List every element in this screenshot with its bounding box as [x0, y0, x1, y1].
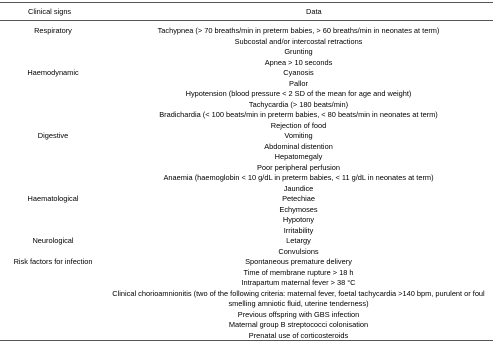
clinical-sign-label: Risk factors for infection	[13, 257, 93, 266]
data-line: Petechiae	[282, 194, 315, 203]
data-line: Spontaneous premature delivery	[245, 257, 352, 266]
data-line: Anaemia (haemoglobin < 10 g/dL in preterm babies, < 11 g/dL in neonates at term)	[163, 173, 434, 182]
data-line: Hepatomegaly	[274, 152, 323, 161]
data-line: Poor peripheral perfusion	[257, 162, 340, 172]
table-header-rule	[0, 20, 493, 21]
data-line: Previous offspring with GBS infection	[237, 309, 360, 319]
data-line: Grunting	[284, 47, 313, 56]
data-line: Tachycardia (> 180 beats/min)	[248, 99, 349, 109]
data-line: Convulsions	[278, 246, 319, 256]
data-line: Time of membrane rupture > 18 h	[243, 267, 354, 277]
data-line: Rejection of food	[270, 120, 327, 130]
data-line: Subcostal and/or intercostal retractions	[234, 36, 363, 46]
data-line: Hypotony	[282, 215, 315, 224]
clinical-sign-label: Neurological	[32, 236, 74, 245]
clinical-sign-label: Haematological	[27, 194, 79, 203]
clinical-sign-label: Haemodynamic	[27, 68, 79, 77]
data-line: Prenatal use of corticosteroids	[248, 330, 349, 340]
data-line: Maternal group B streptococci colonisation	[228, 320, 369, 329]
data-line: Apnea > 10 seconds	[264, 57, 333, 67]
clinical-sign-label: Respiratory	[34, 26, 72, 35]
data-line: Jaundice	[283, 183, 314, 193]
data-line: Vomiting	[284, 131, 313, 140]
table-top-rule	[0, 2, 493, 3]
header-data: Data	[306, 7, 322, 16]
data-line: Echymoses	[279, 204, 318, 214]
clinical-sign-label: Digestive	[37, 131, 69, 140]
data-line: Clinical chorioamnionitis (two of the following criteria: maternal fever, foetal tachycardia >140 bpm, purulent or foul	[112, 288, 485, 298]
data-line: smelling amniotic fluid, uterine tenderness)	[228, 299, 369, 308]
data-line: Intrapartum maternal fever > 38 °C	[241, 278, 356, 287]
data-line: Abdominal distention	[264, 141, 333, 151]
data-line: Pallor	[289, 78, 308, 88]
data-line: Bradichardia (< 100 beats/min in preterm babies, < 80 beats/min in neonates at term)	[159, 110, 438, 119]
header-clinical-signs: Clinical signs	[28, 7, 72, 16]
data-line: Tachypnea (> 70 breaths/min in preterm babies, > 60 breaths/min in neonates at term)	[157, 26, 440, 35]
data-line: Irritability	[283, 225, 314, 235]
data-line: Hypotension (blood pressure < 2 SD of the mean for age and weight)	[185, 89, 412, 98]
data-line: Cyanosis	[283, 68, 314, 77]
table-bottom-rule	[0, 340, 493, 341]
data-line: Letargy	[286, 236, 311, 245]
